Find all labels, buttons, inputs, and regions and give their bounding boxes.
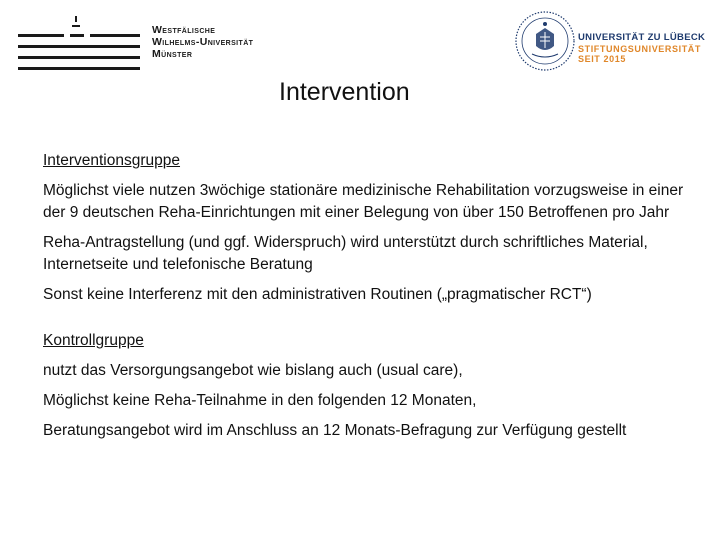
luebeck-subtitle-line: SEIT 2015 [578,54,626,64]
luebeck-subtitle [578,44,701,64]
wwu-logo-line: Westfälische [152,24,216,36]
luebeck-subtitle-line: STIFTUNGSUNIVERSITÄT [578,44,702,54]
paragraph: nutzt das Versorgungsangebot wie bislang auch (usual care), [43,362,463,379]
section-heading: Interventionsgruppe [43,152,181,169]
paragraph: Möglichst viele nutzen 3wöchige stationäre medizinische Rehabilitation vorzugsweise in einer der 9 deutschen Reha-Einrichtungen mit einer Belegung von über 150 Betroffenen pro Jahr [43,182,684,221]
slide-title: Intervention [279,78,410,106]
luebeck-name: UNIVERSITÄT ZU LÜBECK [578,32,706,43]
paragraph: Beratungsangebot wird im Anschluss an 12 Monats-Befragung zur Verfügung gestellt [43,422,627,439]
paragraph: Sonst keine Interferenz mit den administrativen Routinen („pragmatischer RCT“) [43,286,592,303]
luebeck-logo [514,10,714,76]
wwu-logo-text [152,24,253,60]
wwu-logo [18,14,268,74]
section-heading: Kontrollgruppe [43,332,144,349]
section-intervention [43,150,703,306]
paragraph: Reha-Antragstellung (und ggf. Widerspruch) wird unterstützt durch schriftliches Material, Internetseite und telefonische Beratung [43,234,648,273]
wwu-logo-line: Münster [152,48,193,60]
wwu-logo-line: Wilhelms-Universität [152,36,254,48]
paragraph: Möglichst keine Reha-Teilnahme in den folgenden 12 Monaten, [43,392,477,409]
section-control [43,330,703,442]
luebeck-seal-icon [514,10,576,72]
wwu-logo-mark [18,14,140,74]
slide-content [43,150,703,450]
